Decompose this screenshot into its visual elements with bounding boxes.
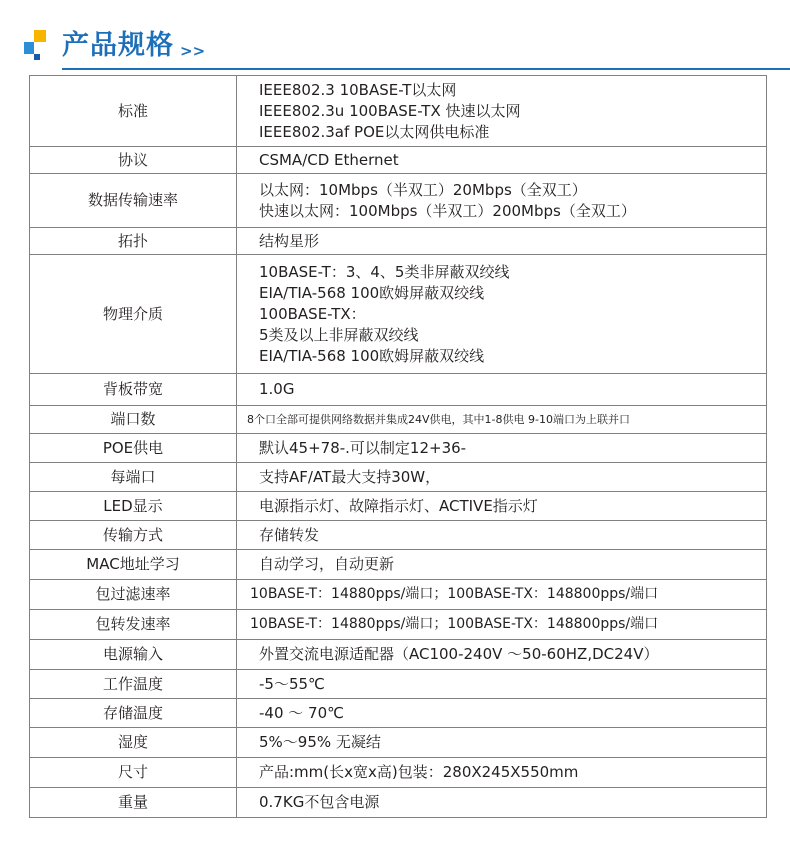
table-row <box>30 521 767 550</box>
value-line: 5%～95% 无凝结 <box>259 733 381 751</box>
row-label: 电源输入 <box>30 640 237 670</box>
table-row <box>30 758 767 788</box>
row-label: 标准 <box>30 76 237 147</box>
value-line: 5类及以上非屏蔽双绞线 <box>259 325 419 344</box>
table-row <box>30 788 767 818</box>
value-line: 支持AF/AT最大支持30W， <box>259 467 441 486</box>
table-row <box>30 406 767 434</box>
table-row <box>30 610 767 640</box>
row-label: 包过滤速率 <box>30 580 237 610</box>
row-label: 重量 <box>30 788 237 818</box>
row-value <box>237 728 767 758</box>
value-line: 8个口全部可提供网络数据并集成24V供电，其中1-8供电 9-10端口为上联并口 <box>247 413 630 426</box>
row-label: 协议 <box>30 147 237 174</box>
value-line: 10BASE-T：14880pps/端口；100BASE-TX：148800pps/端口 <box>250 616 659 632</box>
value-line: 产品:mm(长x宽x高)包装：280X245X550mm <box>259 763 579 781</box>
row-value <box>237 374 767 406</box>
row-value <box>237 788 767 818</box>
row-value <box>237 406 767 434</box>
row-value <box>237 463 767 492</box>
table-row <box>30 492 767 521</box>
row-label: 物理介质 <box>30 255 237 374</box>
value-line: 0.7KG不包含电源 <box>259 793 380 811</box>
row-label: 包转发速率 <box>30 610 237 640</box>
row-value <box>237 640 767 670</box>
row-value <box>237 580 767 610</box>
value-line: -5～55℃ <box>259 674 325 693</box>
row-value <box>237 610 767 640</box>
table-row <box>30 228 767 255</box>
value-line: 100BASE-TX： <box>259 304 366 323</box>
row-value <box>237 699 767 728</box>
row-label: 背板带宽 <box>30 374 237 406</box>
row-label: 传输方式 <box>30 521 237 550</box>
row-value <box>237 147 767 174</box>
page-title: 产品规格 <box>62 30 174 61</box>
value-line: 以太网：10Mbps（半双工）20Mbps（全双工） <box>259 180 587 199</box>
value-line: IEEE802.3 10BASE-T以太网 <box>259 80 457 99</box>
value-line: 10BASE-T：14880pps/端口；100BASE-TX：148800pps/端口 <box>250 586 659 602</box>
title-divider <box>62 68 790 70</box>
row-label: 尺寸 <box>30 758 237 788</box>
row-value <box>237 76 767 147</box>
row-label: 湿度 <box>30 728 237 758</box>
table-row <box>30 699 767 728</box>
table-row <box>30 147 767 174</box>
row-label: LED显示 <box>30 492 237 521</box>
value-line: 快速以太网：100Mbps（半双工）200Mbps（全双工） <box>259 201 636 220</box>
row-label: 工作温度 <box>30 670 237 699</box>
row-value <box>237 228 767 255</box>
table-row <box>30 728 767 758</box>
table-row <box>30 463 767 492</box>
table-row <box>30 76 767 147</box>
row-label: 拓扑 <box>30 228 237 255</box>
table-row <box>30 174 767 228</box>
section-header <box>24 28 764 64</box>
table-row <box>30 670 767 699</box>
spec-table <box>29 75 767 818</box>
value-line: EIA/TIA-568 100欧姆屏蔽双绞线 <box>259 346 485 365</box>
value-line: IEEE802.3u 100BASE-TX 快速以太网 <box>259 101 521 120</box>
value-line: 外置交流电源适配器（AC100-240V ～50-60HZ,DC24V） <box>259 645 659 663</box>
table-row <box>30 550 767 580</box>
value-line: CSMA/CD Ethernet <box>259 150 399 169</box>
row-value <box>237 670 767 699</box>
brand-squares-icon <box>24 30 54 64</box>
table-row <box>30 434 767 463</box>
table-row <box>30 255 767 374</box>
value-line: 自动学习，自动更新 <box>259 555 395 573</box>
value-line: -40 ～ 70℃ <box>259 703 344 722</box>
value-line: EIA/TIA-568 100欧姆屏蔽双绞线 <box>259 283 485 302</box>
value-line: 电源指示灯、故障指示灯、ACTIVE指示灯 <box>259 496 538 515</box>
value-line: 默认45+78-.可以制定12+36- <box>259 438 467 457</box>
row-label: 端口数 <box>30 406 237 434</box>
row-value <box>237 758 767 788</box>
row-label: MAC地址学习 <box>30 550 237 580</box>
table-row <box>30 374 767 406</box>
double-chevron-icon: >> <box>180 42 206 60</box>
value-line: 10BASE-T：3、4、5类非屏蔽双绞线 <box>259 262 510 281</box>
row-value <box>237 434 767 463</box>
value-line: IEEE802.3af POE以太网供电标准 <box>259 122 490 141</box>
row-value <box>237 255 767 374</box>
row-label: 数据传输速率 <box>30 174 237 228</box>
value-line: 结构星形 <box>259 231 320 250</box>
row-value <box>237 550 767 580</box>
row-label: 每端口 <box>30 463 237 492</box>
row-label: POE供电 <box>30 434 237 463</box>
row-value <box>237 492 767 521</box>
value-line: 存储转发 <box>259 525 320 544</box>
table-row <box>30 640 767 670</box>
row-value <box>237 521 767 550</box>
value-line: 1.0G <box>259 380 295 398</box>
row-label: 存储温度 <box>30 699 237 728</box>
table-row <box>30 580 767 610</box>
row-value <box>237 174 767 228</box>
